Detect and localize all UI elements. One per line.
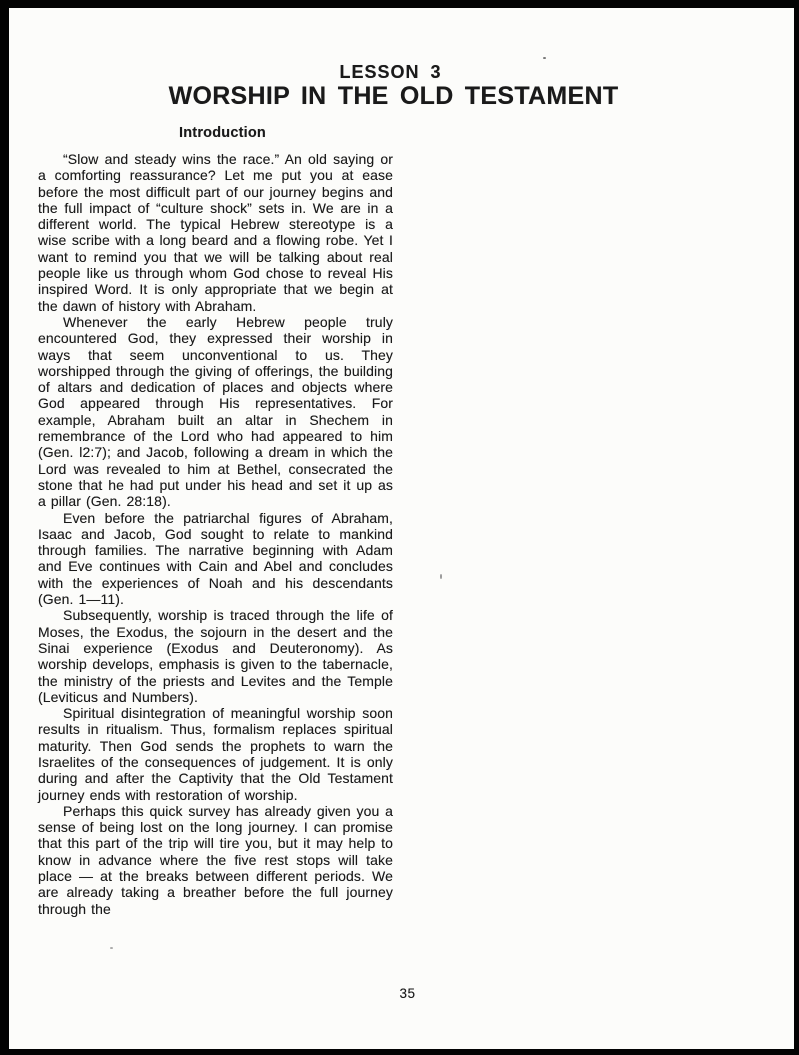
body-paragraph-6: Perhaps this quick survey has already given you a sense of being lost on the long journey. I can promise that this part of the trip will tire you, but it may help to know in advance where the five rest stops will take place — at the breaks between different periods. We are already taking a breather before the full journey through the xyxy=(38,802,393,917)
scan-speck xyxy=(440,574,442,579)
scan-speck xyxy=(543,57,546,59)
scan-speck xyxy=(110,947,113,949)
body-text xyxy=(38,151,393,917)
page-sheet xyxy=(9,8,794,1049)
body-paragraph-5: Spiritual disintegration of meaningful worship soon results in ritualism. Thus, formalism replaces spiritual maturity. Then God sends the prophets to warn the Israelites of the consequences of judgement. It is only during and after the Captivity that the Old Testament journey ends with restoration of worship. xyxy=(38,705,393,803)
page-title: WORSHIP IN THE OLD TESTAMENT xyxy=(168,82,619,110)
body-paragraph-4: Subsequently, worship is traced through the life of Moses, the Exodus, the sojourn in the desert and the Sinai experience (Exodus and Deuteronomy). As worship develops, emphasis is given to the tabernacle, the ministry of the priests and Levites and the Temple (Leviticus and Numbers). xyxy=(38,607,393,705)
lesson-label: LESSON 3 xyxy=(339,62,442,82)
body-paragraph-3: Even before the patriarchal figures of Abraham, Isaac and Jacob, God sought to relate to mankind through families. The narrative beginning with Adam and Eve continues with Cain and Abel and concludes with the experiences of Noah and his descendants (Gen. 1—11). xyxy=(38,509,393,608)
page-number: 35 xyxy=(399,986,416,1001)
body-paragraph-1: “Slow and steady wins the race.” An old saying or a comforting reassurance? Let me put you at ease before the most difficult part of our journey begins and the full impact of “culture shock” sets in. We are in a different world. The typical Hebrew stereotype is a wise scribe with a long beard and a flowing robe. Yet I want to remind you that we will be talking about real people like us through whom God chose to reveal His inspired Word. It is only appropriate that we begin at the dawn of history with Abraham. xyxy=(38,151,393,314)
body-paragraph-2: Whenever the early Hebrew people truly encountered God, they expressed their worship in ways that seem unconventional to us. They worshipped through the giving of offerings, the building of altars and dedication of places and objects where God appeared through His representatives. For example, Abraham built an altar in Shechem in remembrance of the Lord who had appeared to him (Gen. l2:7); and Jacob, following a dream in which the Lord was revealed to him at Bethel, consecrated the stone that he had put under his head and set it up as a pillar (Gen. 28:18). xyxy=(38,313,393,510)
section-heading: Introduction xyxy=(179,125,266,141)
